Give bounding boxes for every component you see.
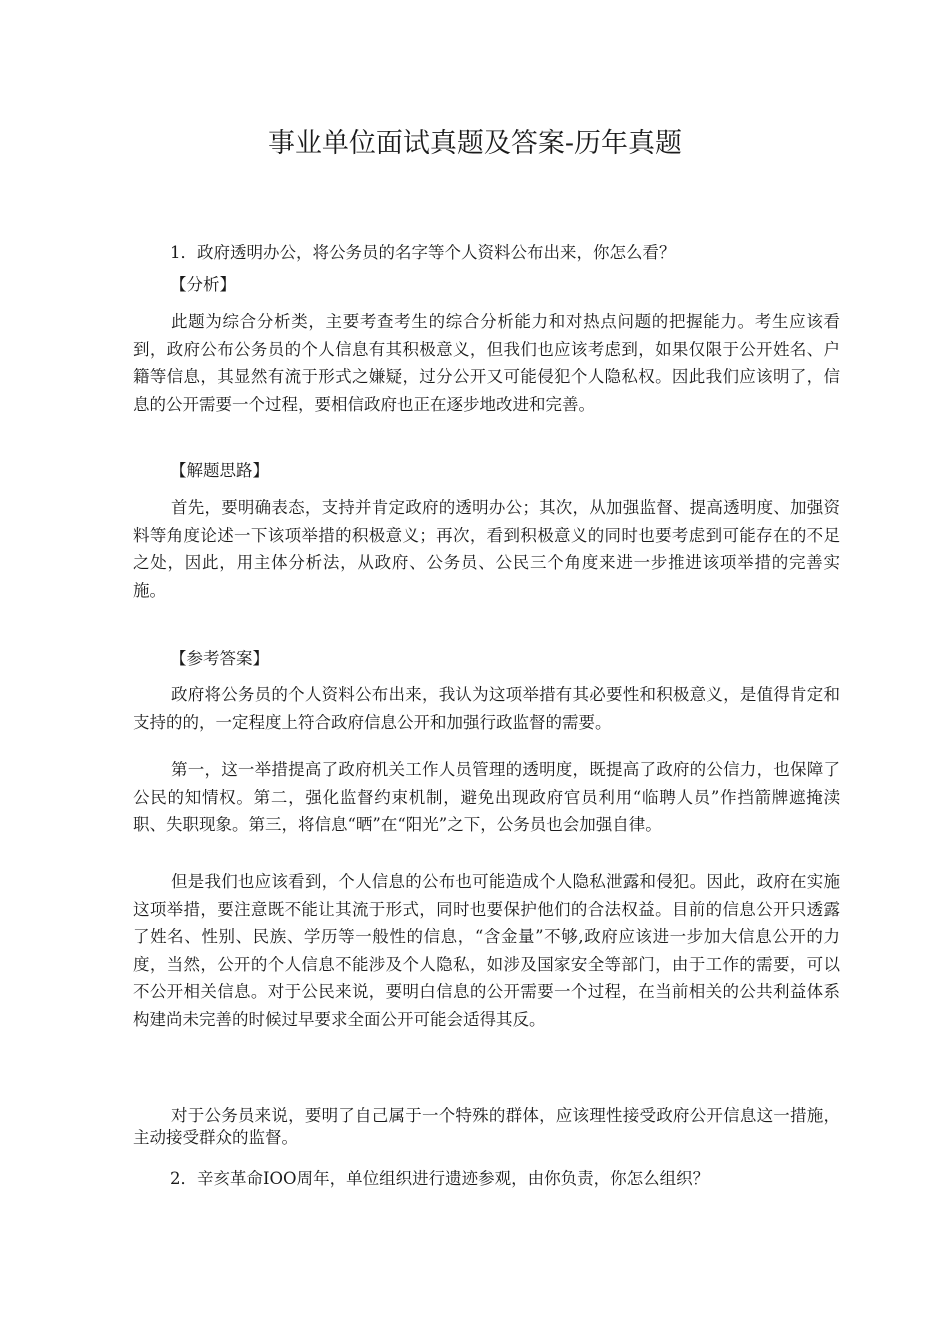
answer-heading: 【参考答案】: [170, 649, 269, 668]
question-2: 2．辛亥革命IOO周年，单位组织进行遗迹参观，由你负责，你怎么组织？: [170, 1169, 710, 1188]
document-title: 事业单位面试真题及答案-历年真题: [267, 128, 683, 159]
answer-paragraph-3: 但是我们也应该看到，个人信息的公布也可能造成个人隐私泄露和侵犯。因此，政府在实施这项举措，要注意既不能让其流于形式，同时也要保护他们的合法权益。目前的信息公开只透露了姓名、性别、民族、学历等一般性的信息，“含金量”不够,政府应该进一步加大信息公开的力度，当然，公开的个人信息不能涉及个人隐私，如涉及国家安全等部门，由于工作的需要，可以不公开相关信息。对于公民来说，要明白信息的公开需要一个过程，在当前相关的公共利益体系构建尚未完善的时候过早要求全面公开可能会适得其反。: [133, 872, 840, 1029]
answer-paragraph-4: 对于公务员来说，要明了自己属于一个特殊的群体，应该理性接受政府公开信息这一措施，主动接受群众的监督。: [133, 1106, 840, 1147]
analysis-paragraph: 此题为综合分析类，主要考查考生的综合分析能力和对热点问题的把握能力。考生应该看到，政府公布公务员的个人信息有其积极意义，但我们也应该考虑到，如果仅限于公开姓名、户籍等信息，其显然有流于形式之嫌疑，过分公开又可能侵犯个人隐私权。因此我们应该明了，信息的公开需要一个过程，要相信政府也正在逐步地改进和完善。: [133, 312, 840, 414]
answer-paragraph-1: 政府将公务员的个人资料公布出来，我认为这项举措有其必要性和积极意义，是值得肯定和支持的的，一定程度上符合政府信息公开和加强行政监督的需要。: [133, 685, 840, 732]
analysis-heading: 【分析】: [170, 275, 236, 294]
question-1: 1．政府透明办公，将公务员的名字等个人资料公布出来，你怎么看？: [170, 243, 676, 262]
approach-heading: 【解题思路】: [170, 461, 269, 480]
approach-paragraph: 首先，要明确表态，支持并肯定政府的透明办公；其次，从加强监督、提高透明度、加强资料等角度论述一下该项举措的积极意义；再次，看到积极意义的同时也要考虑到可能存在的不足之处，因此，用主体分析法，从政府、公务员、公民三个角度来进一步推进该项举措的完善实施。: [133, 498, 840, 600]
answer-paragraph-2: 第一，这一举措提高了政府机关工作人员管理的透明度，既提高了政府的公信力，也保障了公民的知情权。第二，强化监督约束机制，避免出现政府官员利用“临聘人员”作挡箭牌遮掩渎职、失职现象。第三，将信息“晒”在“阳光”之下，公务员也会加强自律。: [133, 760, 840, 835]
